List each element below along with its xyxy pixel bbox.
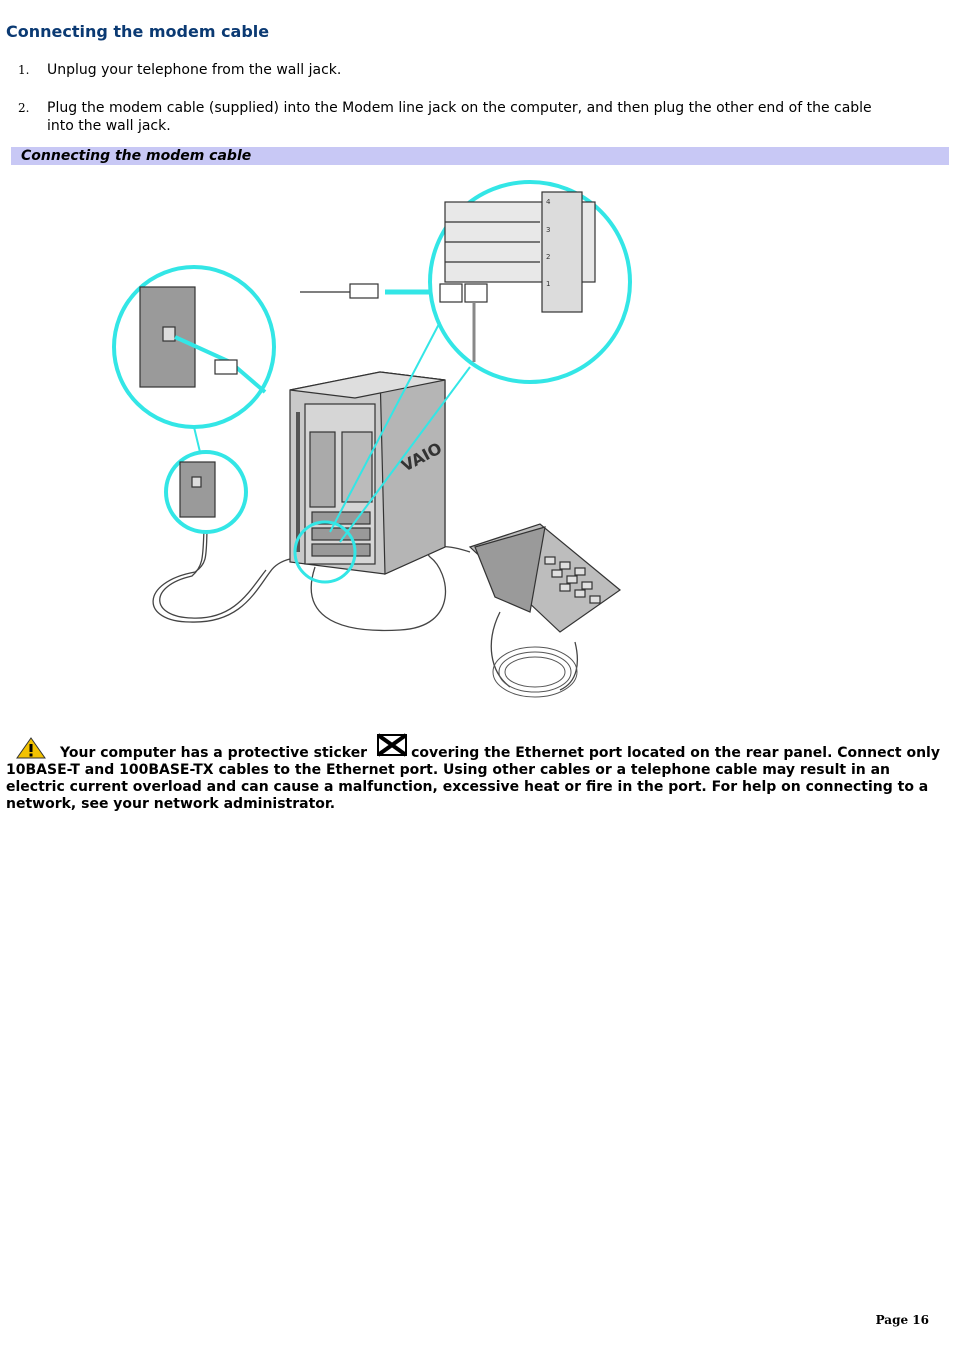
svg-text:VAIO: VAIO <box>397 438 446 476</box>
warning-icon <box>16 737 46 759</box>
step-text: Unplug your telephone from the wall jack. <box>47 62 342 78</box>
note-text-part2: covering the Ethernet port located on the rear panel. Connect only 10BASE-T and 100BASE-TX cables to the Ethernet port. Using other cables or a telephone cable may result in an electric current overload and can cause a malfunction, excessive heat or fire in the port. For help on connecting to a network, see your network administrator. <box>6 745 940 812</box>
figure-caption-bar <box>11 147 949 165</box>
step-number: 2. <box>18 101 30 115</box>
step-text: Plug the modem cable (supplied) into the Modem line jack on the computer, and then plug the other end of the cable into the wall jack. <box>47 100 872 134</box>
slot-label: 1 <box>546 280 551 288</box>
warning-note <box>6 731 946 813</box>
figure-caption: Connecting the modem cable <box>21 148 252 164</box>
ethernet-sticker-icon <box>375 731 409 761</box>
modem-connection-illustration <box>100 172 640 707</box>
page-title: Connecting the modem cable <box>6 22 270 41</box>
slot-label: 4 <box>546 198 551 206</box>
slot-label: 2 <box>546 253 551 261</box>
page-number: Page 16 <box>875 1313 929 1327</box>
note-text-part1: Your computer has a protective sticker <box>60 745 368 761</box>
step-number: 1. <box>18 63 30 77</box>
slot-label: 3 <box>546 226 551 234</box>
